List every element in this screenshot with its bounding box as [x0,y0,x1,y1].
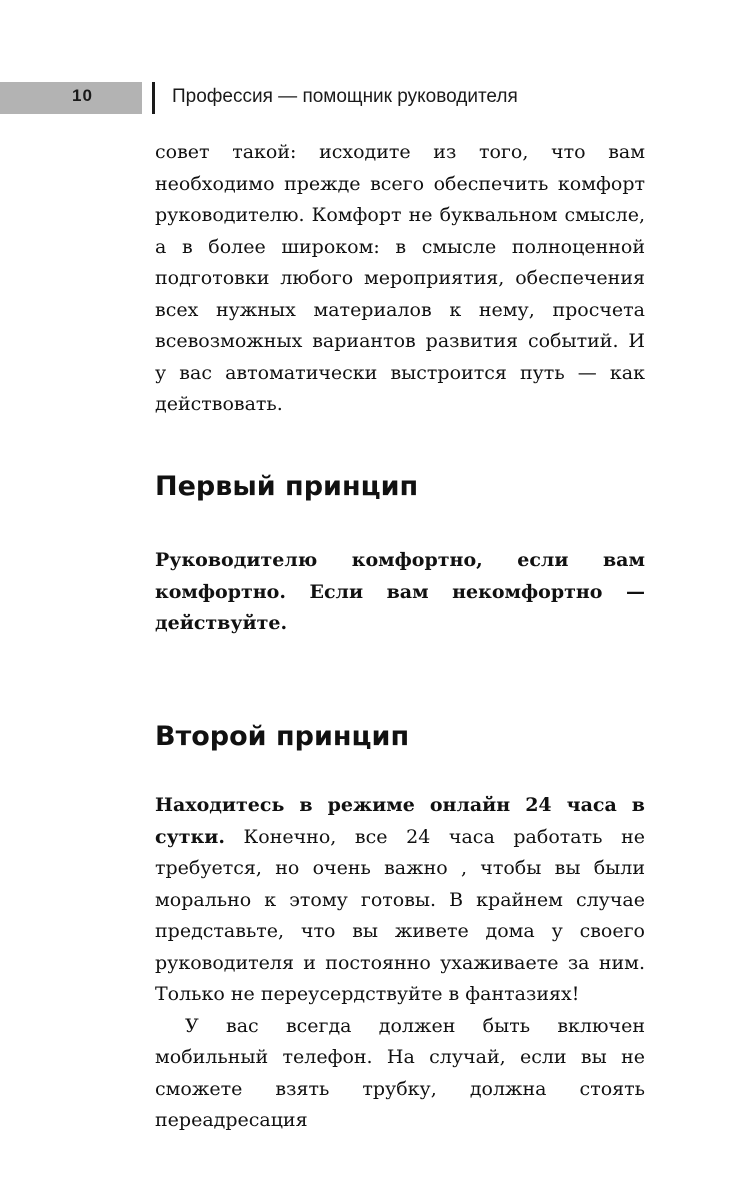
first-principle-text: Руководителю комфортно, если вам комфортно. Если вам некомфортно — действуйте. [155,549,645,634]
section-heading-first-principle: Первый принцип [155,471,419,502]
second-principle-text: Конечно, все 24 часа работать не требуется, но очень важно , чтобы вы были морально к этому готовы. В крайнем случае представьте, что вы живете дома у своего руководителя и постоянно ухаживаете за ним. Только не переусердствуйте в фантазиях! [155,825,645,1005]
second-principle-paragraph [155,790,645,1011]
second-principle-lead: Находитесь в режиме онлайн 24 часа в сутки. [155,794,645,848]
header-bar [0,82,142,114]
second-principle-body [155,790,645,1137]
page-number: 10 [72,86,93,105]
running-title: Профессия — помощник руководителя [172,86,518,107]
mobile-phone-paragraph: У вас всегда должен быть включен мобильный телефон. На случай, если вы не сможете взять трубку, должна стоять переадресация [155,1014,645,1131]
header-divider [152,82,155,114]
section-heading-second-principle: Второй принцип [155,721,410,752]
intro-paragraph: совет такой: исходите из того, что вам необходимо прежде всего обеспечить комфорт руководителю. Комфорт не буквальном смысле, а в более широком: в смысле полноценной подготовки любого мероприятия, обеспечения всех нужных материалов к нему, просчета всевозможных вариантов развития событий. И у вас автоматически выстроится путь — как действовать. [155,141,645,415]
